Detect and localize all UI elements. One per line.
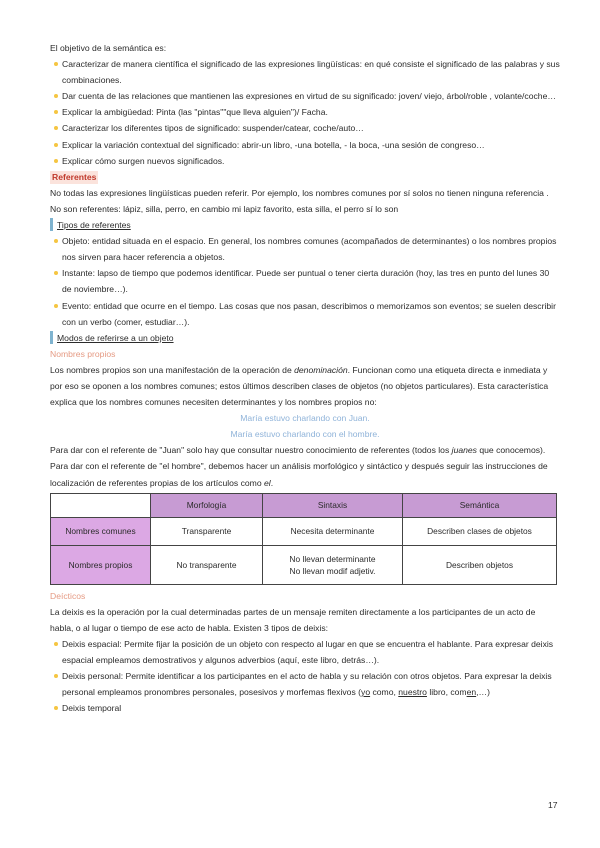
heading-deicticos: Deícticos (50, 590, 86, 601)
example-sentence: María estuvo charlando con el hombre. (230, 429, 380, 440)
table-cell: No transparente (151, 545, 263, 584)
list-item: Explicar cómo surgen nuevos significados. (50, 153, 560, 169)
table-cell: Transparente (151, 517, 263, 545)
table-row-label: Nombres propios (51, 545, 151, 584)
subheading-modos: Modos de referirse a un objeto (50, 330, 560, 346)
list-item: Dar cuenta de las relaciones que mantienen las expresiones en virtud de su significado: joven/ viejo, árbol/roble , volante/coche… (50, 88, 560, 104)
deixis-list (50, 636, 560, 716)
list-item: Objeto: entidad situada en el espacio. En general, los nombres comunes (acompañados de determinantes) o los nombres propios nos sirven para hacer referencia a objetos. (50, 233, 560, 265)
table-cell (263, 545, 403, 584)
juan-paragraph: Para dar con el referente de "Juan" solo hay que consultar nuestro conocimiento de referentes (todos los juanes que conocemos). (50, 445, 546, 456)
table-row (51, 545, 557, 584)
document-page (50, 40, 560, 716)
list-item: Evento: entidad que ocurre en el tiempo. Las cosas que nos pasan, describimos o memorizamos son eventos; se suelen describir con un verbo (comer, estudiar…). (50, 298, 560, 330)
table-header: Sintaxis (263, 493, 403, 517)
heading-nombres-propios: Nombres propios (50, 348, 116, 359)
table-header: Morfología (151, 493, 263, 517)
table-corner-cell (51, 493, 151, 517)
subheading-tipos-referentes: Tipos de referentes (50, 217, 560, 233)
list-item: Explicar la ambigüedad: Pinta (las "pintas""que lleva alguien")/ Facha. (50, 104, 560, 120)
intro-line: El objetivo de la semántica es: (50, 43, 167, 53)
table-header: Semántica (403, 493, 557, 517)
tipos-list (50, 233, 560, 330)
referentes-paragraph: No todas las expresiones lingüísticas pueden referir. Por ejemplo, los nombres comunes por sí solos no tienen ninguna referencia . No son referentes: lápiz, silla, perro, en cambio mi lapiz favorito, esta silla, el perro sí lo son (50, 187, 549, 214)
list-item: Deixis espacial: Permite fijar la posición de un objeto con respecto al lugar en que se encuentra el hablante. Para expresar deixis espacial empleamos demostrativos y algunos adverbios (aquí, este libro, detrás…). (50, 636, 560, 668)
comparison-table (50, 493, 557, 585)
table-row (51, 517, 557, 545)
section-heading-referentes: Referentes (52, 171, 97, 182)
list-item: Deixis personal: Permite identificar a los participantes en el acto de habla y su relación con otros objetos. Para expresar la deixis personal empleamos pronombres personales, posesivos y morfemas flexivos (yo como, nuestro libro, comen,…) (50, 668, 560, 700)
list-item: Explicar la variación contextual del significado: abrir-un libro, -una botella, - la boca, -una sesión de congreso… (50, 137, 560, 153)
page-number: 17 (548, 800, 558, 810)
nombres-propios-paragraph: Los nombres propios son una manifestación de la operación de denominación. Funcionan como una etiqueta directa e inmediata y por eso se oponen a los nombres comunes; estos últimos describen clases de objetos (no objetos particulares). Esta característica explica que los nombres comunes necesiten determinantes y los nombres propios no: (50, 364, 549, 408)
table-cell: Describen objetos (403, 545, 557, 584)
list-item: Caracterizar los diferentes tipos de significado: suspender/catear, coche/auto… (50, 120, 560, 136)
table-cell-line: No llevan modif adjetiv. (289, 565, 376, 576)
objectives-list (50, 56, 560, 169)
example-sentence: María estuvo charlando con Juan. (240, 413, 370, 424)
deixis-paragraph: La deixis es la operación por la cual determinadas partes de un mensaje remiten directamente a los participantes de un acto de habla, o al lugar o tiempo de ese acto de habla. Existen 3 tipos de deixis: (50, 606, 536, 633)
list-item: Deixis temporal (50, 700, 560, 716)
hombre-paragraph: Para dar con el referente de "el hombre", debemos hacer un análisis morfológico y sintáctico y después seguir las instrucciones de localización de referentes propias de los artículos como el. (50, 461, 548, 488)
table-cell: Necesita determinante (263, 517, 403, 545)
table-cell: Describen clases de objetos (403, 517, 557, 545)
table-row-label: Nombres comunes (51, 517, 151, 545)
list-item: Caracterizar de manera científica el significado de las expresiones lingüísticas: en qué consiste el significado de las palabras y sus combinaciones. (50, 56, 560, 88)
table-cell-line: No llevan determinante (289, 553, 376, 564)
list-item: Instante: lapso de tiempo que podemos identificar. Puede ser puntual o tener cierta duración (hoy, las tres en punto del lunes 30 de noviembre…). (50, 265, 560, 297)
